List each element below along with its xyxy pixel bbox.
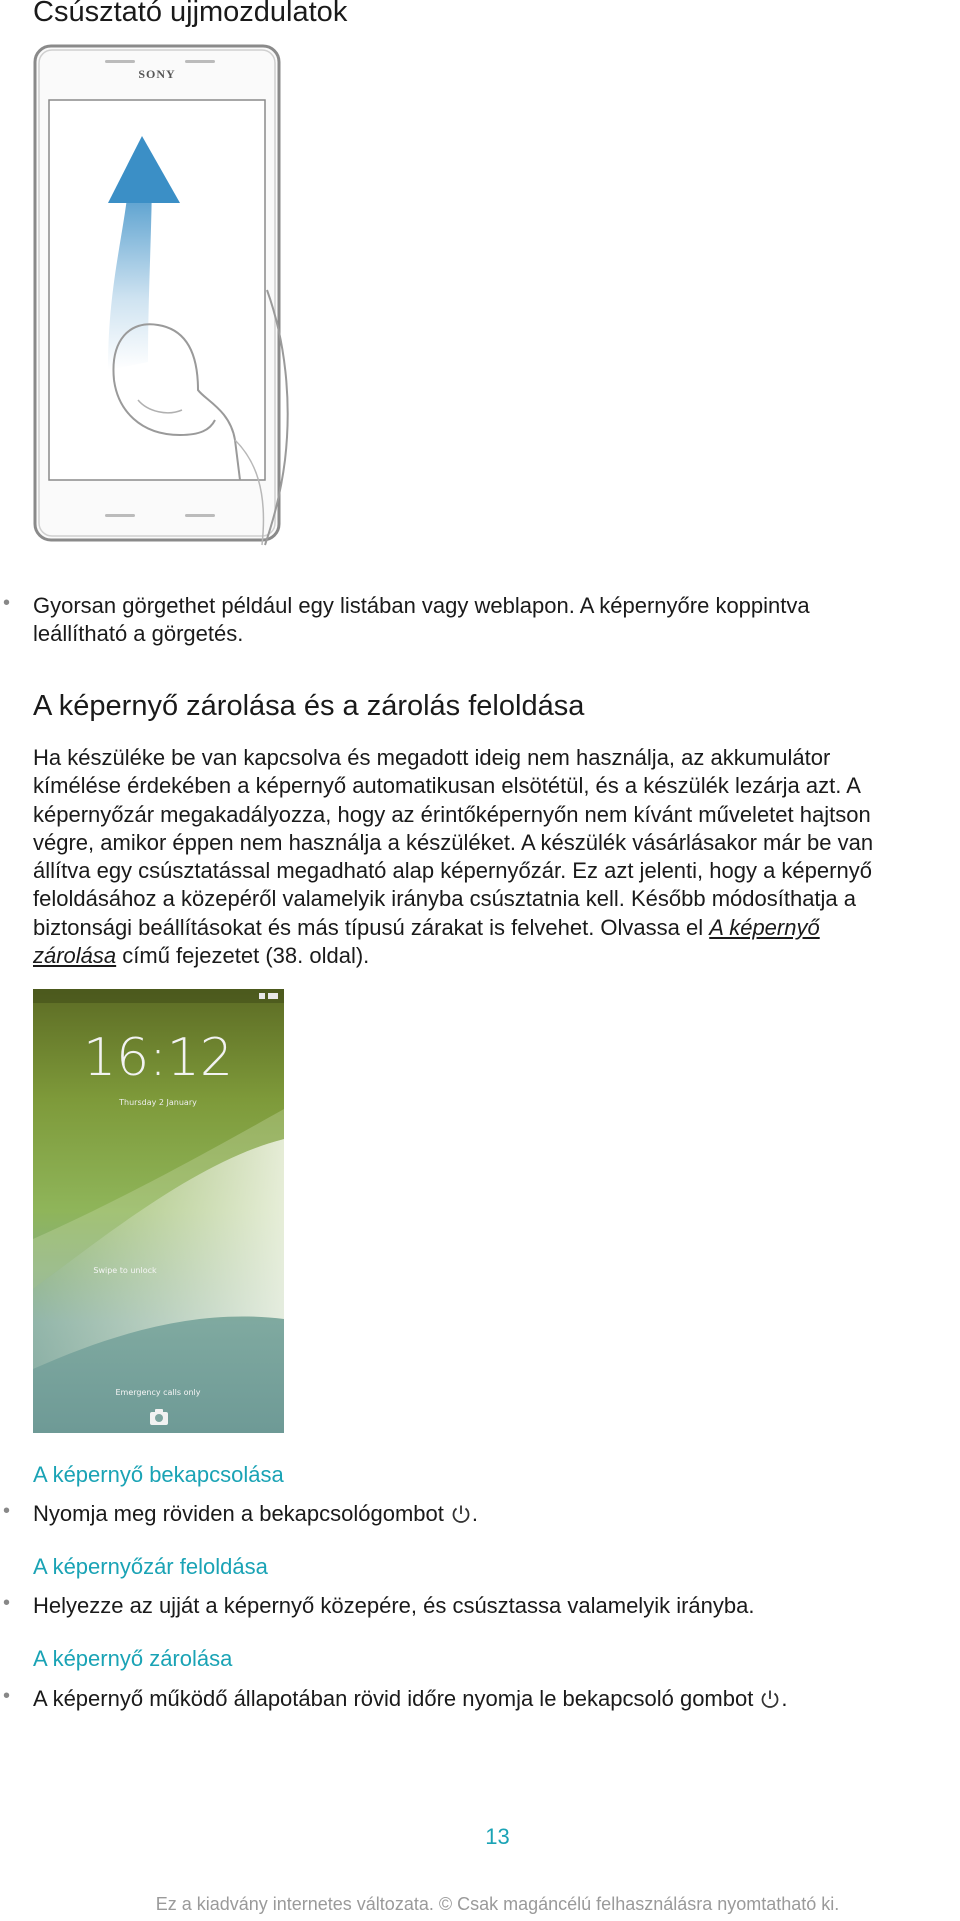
subheading-unlock: A képernyőzár feloldása <box>33 1554 268 1579</box>
bullet-dot: • <box>3 1500 11 1522</box>
para-line: állítva egy csúsztatással megadható alap képernyőzár. Ez azt jelenti, hogy a képernyő <box>33 858 872 884</box>
chapter-link-cont[interactable]: zárolása <box>33 943 117 969</box>
phone-brand: SONY <box>138 67 176 81</box>
bullet-dot: • <box>3 592 11 614</box>
para-line: végre, amikor éppen nem használja a készüléket. A készülék vásárlásakor már be van <box>33 829 874 855</box>
bullet-dot: • <box>3 1592 11 1614</box>
bullet-text-main: A képernyő működő állapotában rövid időre nyomja le bekapcsoló gombot <box>33 1686 754 1711</box>
bullet-text-end: . <box>781 1686 788 1711</box>
lockscreen-time: 16:12 <box>83 1028 233 1088</box>
para-line: feloldásához a közepéről valamelyik irányba csúsztatnia kell. Később módosíthatja a <box>33 886 857 912</box>
power-icon <box>759 1688 781 1710</box>
para-line: képernyőzár megakadályozza, hogy az érintőképernyőn nem kívánt műveletet hajtson <box>33 801 871 827</box>
section-heading: A képernyő zárolása és a zárolás feloldása <box>33 690 585 722</box>
body-paragraph <box>33 744 958 970</box>
bullet-text <box>33 1500 478 1528</box>
bullet-text: Helyezze az ujját a képernyő közepére, és csúsztassa valamelyik irányba. <box>33 1593 755 1618</box>
lockscreen-screenshot <box>33 989 284 1433</box>
power-icon <box>450 1503 472 1525</box>
chapter-link[interactable]: A képernyő <box>709 914 820 940</box>
para-tail: című fejezetet (38. oldal). <box>116 943 370 969</box>
bullet-text-continued: leállítható a görgetés. <box>33 621 244 646</box>
subheading-lock: A képernyő zárolása <box>33 1646 233 1671</box>
swipe-gesture-illustration <box>30 40 320 550</box>
para-line: Ha készüléke be van kapcsolva és megadott ideig nem használja, az akkumulátor <box>33 745 831 770</box>
bullet-text: Gyorsan görgethet például egy listában vagy weblapon. A képernyőre koppintva <box>33 593 810 618</box>
lockscreen-swipe-text: Swipe to unlock <box>93 1266 157 1275</box>
para-line: biztonsági beállításokat és más típusú zárakat is felvehet. Olvassa el <box>33 914 710 940</box>
lockscreen-emergency-text: Emergency calls only <box>115 1388 201 1397</box>
bullet-dot: • <box>3 1685 11 1707</box>
page-number: 13 <box>485 1824 510 1849</box>
lockscreen-date: Thursday 2 January <box>119 1098 197 1107</box>
bullet-text <box>33 1685 787 1713</box>
para-line: kímélése érdekében a képernyő automatikusan elsötétül, és a készülék lezárja azt. A <box>33 773 861 799</box>
bullet-text-main: Nyomja meg röviden a bekapcsológombot <box>33 1501 444 1526</box>
footer-note: Ez a kiadvány internetes változata. © Csak magáncélú felhasználásra nyomtatható ki. <box>155 1894 840 1914</box>
page-heading: Csúsztató ujjmozdulatok <box>33 0 348 28</box>
subheading-screen-on: A képernyő bekapcsolása <box>33 1462 284 1487</box>
bullet-text-end: . <box>471 1501 479 1526</box>
